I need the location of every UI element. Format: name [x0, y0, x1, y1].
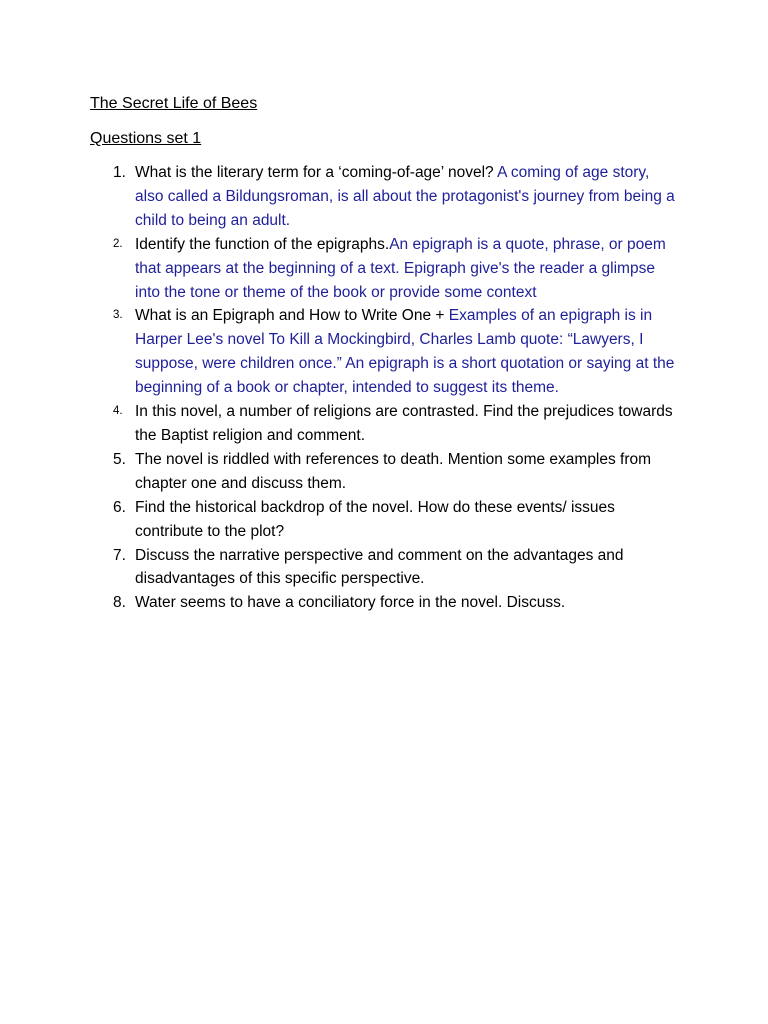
question-text: What is the literary term for a ‘coming-of-age’ novel? [135, 164, 498, 181]
answer-text: Examples of an epigraph is in Harper Lee's novel To Kill a Mockingbird, Charles Lamb quote: “Lawyers, I suppose, were children once.” An epigraph is a short quotation or saying at the beginning of a book or chapter, intended to suggest its theme. [135, 307, 675, 397]
question-text: Water seems to have a conciliatory force in the novel. Discuss. [135, 594, 566, 612]
question-list [0, 161, 768, 615]
question-item-1 [0, 161, 675, 233]
question-number: 5. [113, 450, 126, 468]
document-title: The Secret Life of Bees [90, 95, 258, 112]
question-number: 1. [113, 164, 126, 181]
answer-text: A coming of age story, also called a Bildungsroman, is all about the protagonist's journey from being a child to being an adult. [135, 164, 675, 229]
questions-set-heading: Questions set 1 [90, 130, 202, 147]
question-number: 4. [113, 405, 123, 418]
question-number: 7. [113, 546, 126, 564]
question-number: 2. [113, 237, 123, 250]
question-text: In this novel, a number of religions are contrasted. Find the prejudices towards the Baptist religion and comment. [135, 403, 673, 444]
question-item-4 [0, 400, 675, 448]
question-item-8 [0, 591, 675, 615]
question-text: The novel is riddled with references to death. Mention some examples from chapter one and discuss them. [135, 450, 652, 492]
question-text: Identify the function of the epigraphs. [135, 235, 390, 253]
question-text: What is an Epigraph and How to Write One + [135, 307, 449, 325]
question-text: Find the historical backdrop of the novel. How do these events/ issues contribute to the plot? [135, 498, 615, 540]
question-item-2 [0, 233, 675, 305]
question-number: 8. [113, 594, 126, 612]
question-number: 3. [113, 309, 123, 322]
question-item-7 [0, 544, 675, 592]
question-item-6 [0, 496, 675, 544]
question-item-5 [0, 448, 675, 496]
question-item-3 [0, 304, 675, 400]
question-number: 6. [113, 498, 126, 516]
answer-text: An epigraph is a quote, phrase, or poem that appears at the beginning of a text. Epigraph give's the reader a glimpse into the tone or theme of the book or provide some context [135, 235, 666, 301]
question-text: Discuss the narrative perspective and comment on the advantages and disadvantages of this specific perspective. [135, 546, 624, 588]
